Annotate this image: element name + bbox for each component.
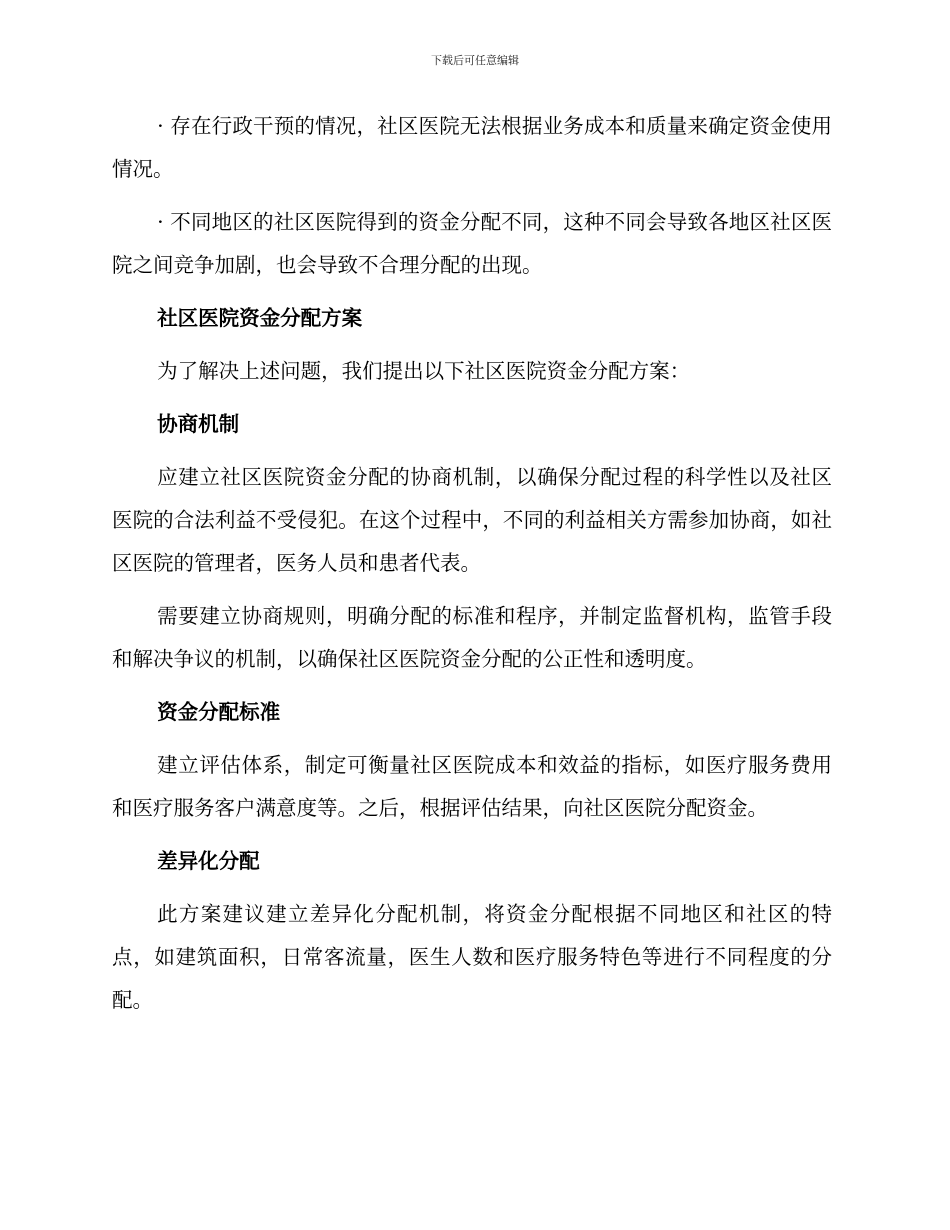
section-heading-differentiated-allocation: 差异化分配: [157, 849, 260, 873]
section-heading-negotiation-mechanism: 协商机制: [157, 412, 240, 436]
bullet-paragraph-regional-differences: · 不同地区的社区医院得到的资金分配不同，这种不同会导致各地区社区医院之间竞争加剧，也会导致不合理分配的出现。: [112, 210, 832, 277]
paragraph-differentiated-allocation: 此方案建议建立差异化分配机制，将资金分配根据不同地区和社区的特点，如建筑面积，日常客流量，医生人数和医疗服务特色等进行不同程度的分配。: [112, 902, 832, 1012]
paragraph-negotiation-mechanism: 应建立社区医院资金分配的协商机制，以确保分配过程的科学性以及社区医院的合法利益不受侵犯。在这个过程中，不同的利益相关方需参加协商，如社区医院的管理者，医务人员和患者代表。: [112, 465, 832, 575]
section-heading-allocation-plan: 社区医院资金分配方案: [157, 306, 363, 330]
section-heading-allocation-standards: 资金分配标准: [157, 700, 281, 724]
paragraph-allocation-standards: 建立评估体系，制定可衡量社区医院成本和效益的指标，如医疗服务费用和医疗服务客户满意度等。之后，根据评估结果，向社区医院分配资金。: [112, 753, 832, 820]
page-header: 下载后可任意编辑: [431, 54, 519, 67]
paragraph-plan-intro: 为了解决上述问题，我们提出以下社区医院资金分配方案：: [157, 359, 691, 383]
paragraph-negotiation-rules: 需要建立协商规则，明确分配的标准和程序，并制定监督机构，监管手段和解决争议的机制，以确保社区医院资金分配的公正性和透明度。: [112, 604, 832, 671]
document-body: [112, 105, 832, 1032]
bullet-paragraph-administrative-intervention: · 存在行政干预的情况，社区医院无法根据业务成本和质量来确定资金使用情况。: [112, 114, 832, 181]
